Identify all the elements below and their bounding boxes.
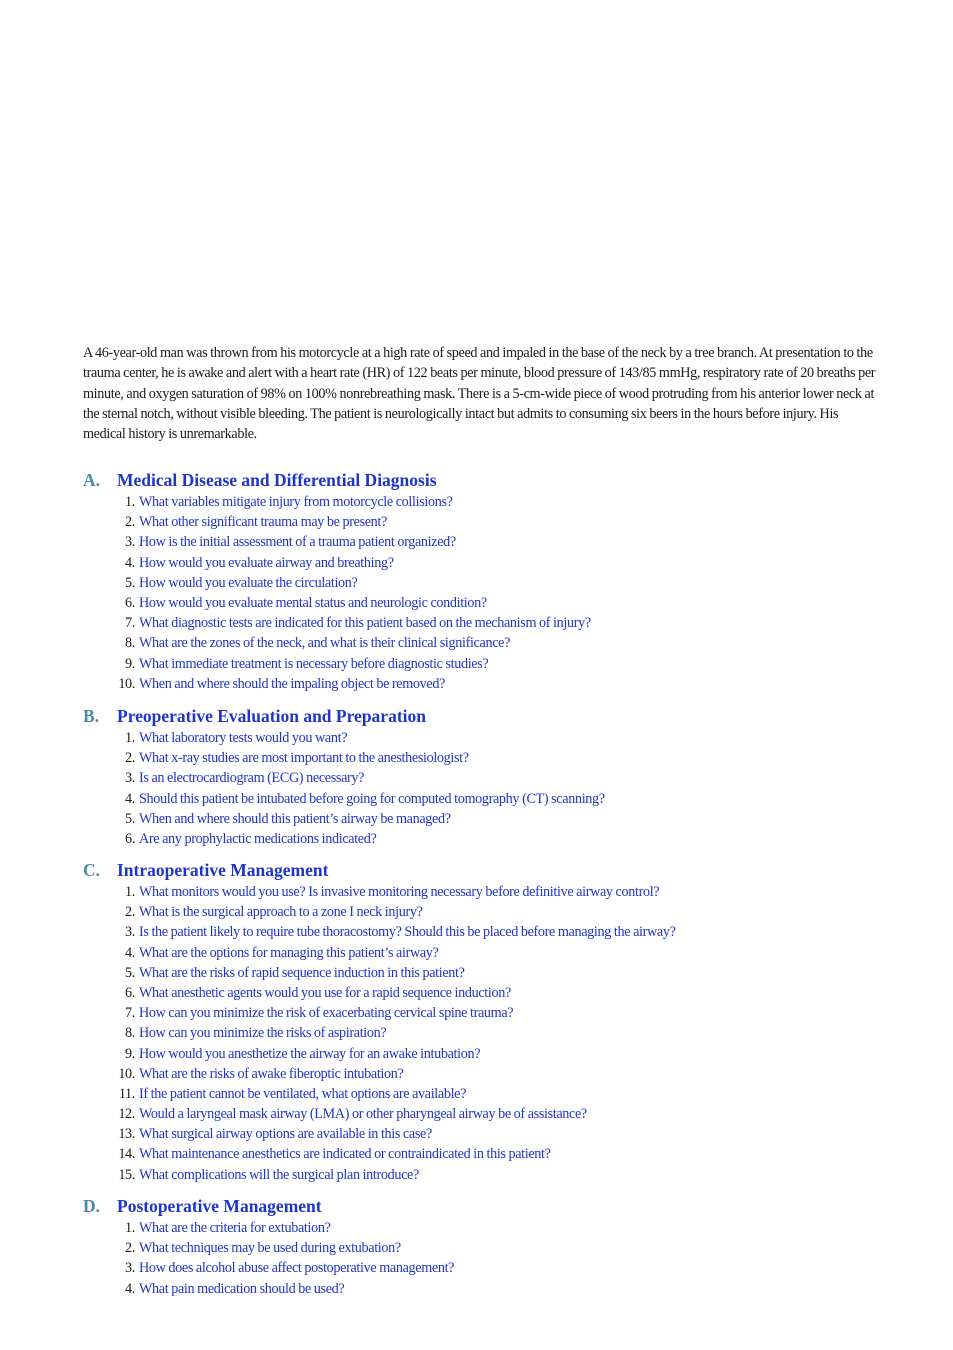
section-letter: C. [83,860,101,880]
question-item [83,1104,903,1124]
question-text: Is the patient likely to require tube thoracostomy? Should this be placed before managing the airway? [139,924,676,941]
question-text: When and where should the impaling object be removed? [139,675,446,692]
question-item [83,532,903,552]
case-description: A 46-year-old man was thrown from his motorcycle at a high rate of speed and impaled in the base of the neck by a tree branch. At presentation to the trauma center, he is awake and alert with a heart rate (HR) of 122 beats per minute, blood pressure of 143/85 mmHg, respiratory rate of 20 breaths per minute, and oxygen saturation of 98% on 100% nonrebreathing mask. There is a 5-cm-wide piece of wood protruding from his anterior lower neck at the sternal notch, without visible bleeding. The patient is neurologically intact but admits to consuming six beers in the hours before injury. His medical history is unremarkable. [83,345,876,443]
question-item [83,1165,903,1185]
question-number: 4. [125,944,135,961]
question-number: 7. [125,615,135,632]
question-item [83,922,903,942]
question-item [83,882,903,902]
question-text: What monitors would you use? Is invasive monitoring necessary before definitive airway control? [139,884,660,900]
question-item [83,1023,903,1043]
question-text: What diagnostic tests are indicated for this patient based on the mechanism of injury? [139,615,591,632]
question-item [83,963,903,983]
question-text: What variables mitigate injury from motorcycle collisions? [139,494,453,510]
question-item [83,983,903,1003]
question-item [83,492,903,512]
question-text: What complications will the surgical plan introduce? [139,1166,419,1183]
question-item [83,809,903,829]
question-number: 4. [125,790,135,807]
question-item [83,1279,903,1299]
question-text: What x-ray studies are most important to the anesthesiologist? [139,750,469,767]
question-item [83,768,903,788]
question-number: 4. [125,1280,135,1297]
question-number: 11. [118,1085,135,1102]
question-item [83,943,903,963]
question-text: Are any prophylactic medications indicated? [139,830,377,847]
section-heading [83,858,903,882]
question-list [83,492,903,694]
question-item [83,902,903,922]
question-item [83,1218,903,1238]
question-number: 1. [125,1220,135,1236]
question-text: Would a laryngeal mask airway (LMA) or other pharyngeal airway be of assistance? [139,1106,587,1123]
section-intraoperative-management [83,858,903,1185]
question-number: 1. [125,494,135,510]
question-text: When and where should this patient’s airway be managed? [139,810,451,827]
question-item [83,593,903,613]
question-list [83,1218,903,1299]
question-text: What surgical airway options are available in this case? [139,1126,432,1143]
question-item [83,1238,903,1258]
section-letter: D. [83,1196,101,1216]
section-heading [83,704,903,728]
question-text: What are the options for managing this patient’s airway? [139,944,439,961]
question-item [83,748,903,768]
question-text: What other significant trauma may be present? [139,514,387,531]
question-text: What are the criteria for extubation? [139,1220,331,1236]
question-text: How would you anesthetize the airway for an awake intubation? [139,1045,481,1062]
section-title: Intraoperative Management [117,860,329,880]
section-heading [83,468,903,492]
question-number: 15. [118,1166,135,1183]
section-letter: A. [83,470,101,490]
question-text: What are the zones of the neck, and what is their clinical significance? [139,635,511,652]
question-item [83,1064,903,1084]
question-text: What immediate treatment is necessary before diagnostic studies? [139,655,489,672]
question-list [83,882,903,1185]
question-number: 14. [118,1146,135,1163]
question-number: 5. [125,964,135,981]
section-title: Postoperative Management [117,1196,322,1216]
question-number: 10. [118,1065,135,1082]
question-number: 8. [125,635,135,652]
question-number: 1. [125,884,135,900]
question-number: 6. [125,830,135,847]
section-title: Medical Disease and Differential Diagnosis [117,470,437,490]
question-text: How is the initial assessment of a trauma patient organized? [139,534,456,551]
question-number: 2. [125,514,135,531]
question-item [83,1124,903,1144]
section-heading [83,1194,903,1218]
question-number: 3. [125,1260,135,1277]
section-postoperative-management [83,1194,903,1299]
question-item [83,512,903,532]
question-text: What are the risks of rapid sequence induction in this patient? [139,964,465,981]
question-number: 5. [125,574,135,591]
question-number: 3. [125,924,135,941]
question-item [83,1044,903,1064]
question-item [83,1258,903,1278]
question-text: What laboratory tests would you want? [139,730,348,746]
question-number: 6. [125,594,135,611]
question-number: 2. [125,750,135,767]
question-number: 2. [125,904,135,921]
section-title: Preoperative Evaluation and Preparation [117,706,426,726]
question-number: 12. [118,1106,135,1123]
section-medical-disease [83,468,903,694]
question-text: How would you evaluate airway and breathing? [139,554,394,571]
question-item [83,1003,903,1023]
question-text: What techniques may be used during extubation? [139,1240,401,1257]
question-number: 4. [125,554,135,571]
question-number: 9. [125,655,135,672]
section-preoperative-evaluation [83,704,903,849]
question-item [83,654,903,674]
question-item [83,789,903,809]
question-item [83,553,903,573]
question-text: What is the surgical approach to a zone I neck injury? [139,904,423,921]
question-text: What anesthetic agents would you use for a rapid sequence induction? [139,984,511,1001]
question-number: 9. [125,1045,135,1062]
question-item [83,573,903,593]
question-text: Is an electrocardiogram (ECG) necessary? [139,770,365,787]
question-number: 1. [125,730,135,746]
question-item [83,1144,903,1164]
question-number: 5. [125,810,135,827]
question-number: 13. [118,1126,135,1143]
question-item [83,613,903,633]
question-item [83,633,903,653]
question-number: 2. [125,1240,135,1257]
question-text: What pain medication should be used? [139,1280,345,1297]
question-text: Should this patient be intubated before going for computed tomography (CT) scanning? [139,790,605,807]
section-letter: B. [83,706,100,726]
question-text: How would you evaluate mental status and neurologic condition? [139,594,487,611]
question-text: What are the risks of awake fiberoptic intubation? [139,1065,404,1082]
question-item [83,1084,903,1104]
question-text: How can you minimize the risks of aspiration? [139,1025,387,1042]
question-text: If the patient cannot be ventilated, what options are available? [139,1085,467,1102]
question-list [83,728,903,849]
question-item [83,728,903,748]
question-number: 3. [125,534,135,551]
question-item [83,674,903,694]
question-text: How would you evaluate the circulation? [139,574,358,591]
question-number: 10. [118,675,135,692]
question-text: How can you minimize the risk of exacerbating cervical spine trauma? [139,1005,514,1022]
question-number: 6. [125,984,135,1001]
question-text: What maintenance anesthetics are indicated or contraindicated in this patient? [139,1146,551,1163]
question-number: 7. [125,1005,135,1022]
question-number: 3. [125,770,135,787]
question-item [83,829,903,849]
question-text: How does alcohol abuse affect postoperative management? [139,1260,455,1277]
question-number: 8. [125,1025,135,1042]
